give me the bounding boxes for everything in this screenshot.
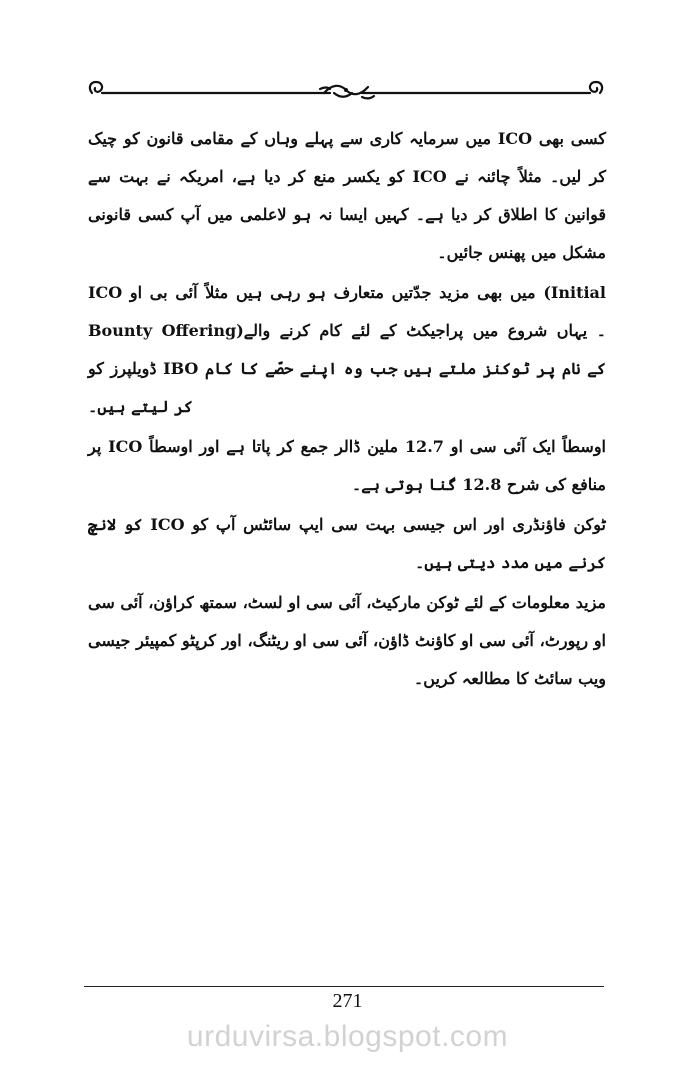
footer-divider (84, 986, 604, 987)
paragraph: کسی بھی ICO میں سرمایہ کاری سے پہلے وہاں کے مقامی قانون کو چیک کر لیں۔ مثلاً چائنہ نے ICO کو یکسر منع کر دیا ہے، امریکہ نے بہت سے قوانین کا اطلاق کر دیا ہے۔ کہیں ایسا نہ ہو لاعلمی میں آپ کسی قانونی مشکل میں پھنس جائیں۔ (88, 129, 607, 262)
page-number: 271 (332, 990, 363, 1012)
watermark-text: urduvirsa.blogspot.com (186, 1020, 509, 1053)
paragraph: اوسطاً ایک آئی سی او 12.7 ملین ڈالر جمع کر پاتا ہے اور اوسطاً ICO پر منافع کی شرح 12.8 گنا ہوتی ہے۔ (88, 437, 607, 494)
paragraph: مزید معلومات کے لئے ٹوکن مارکیٹ، آئی سی او لسٹ، سمتھ کراؤن، آئی سی او رپورٹ، آئی سی او کاؤنٹ ڈاؤن، آئی سی او ریٹنگ، اور کرپٹو کمپیئر جیسی ویب سائٹ کا مطالعہ کریں۔ (88, 593, 606, 688)
paragraph: ICO میں بھی مزید جدّتیں متعارف ہو رہی ہیں مثلاً آئی بی او (Initial Bounty Offering)۔ یہاں شروع میں پراجیکٹ کے لئے کام کرنے والے ڈویلپرز کو IBO کے نام پر ٹوکنز ملتے ہیں جب وہ اپنے حصّے کا کام کر لیتے ہیں۔ (88, 283, 607, 416)
header-ornament (84, 74, 608, 104)
paragraph: ٹوکن فاؤنڈری اور اس جیسی بہت سی ایپ سائٹس آپ کو ICO کو لانچ کرنے میں مدد دیتی ہیں۔ (88, 515, 606, 572)
document-body (88, 120, 606, 700)
